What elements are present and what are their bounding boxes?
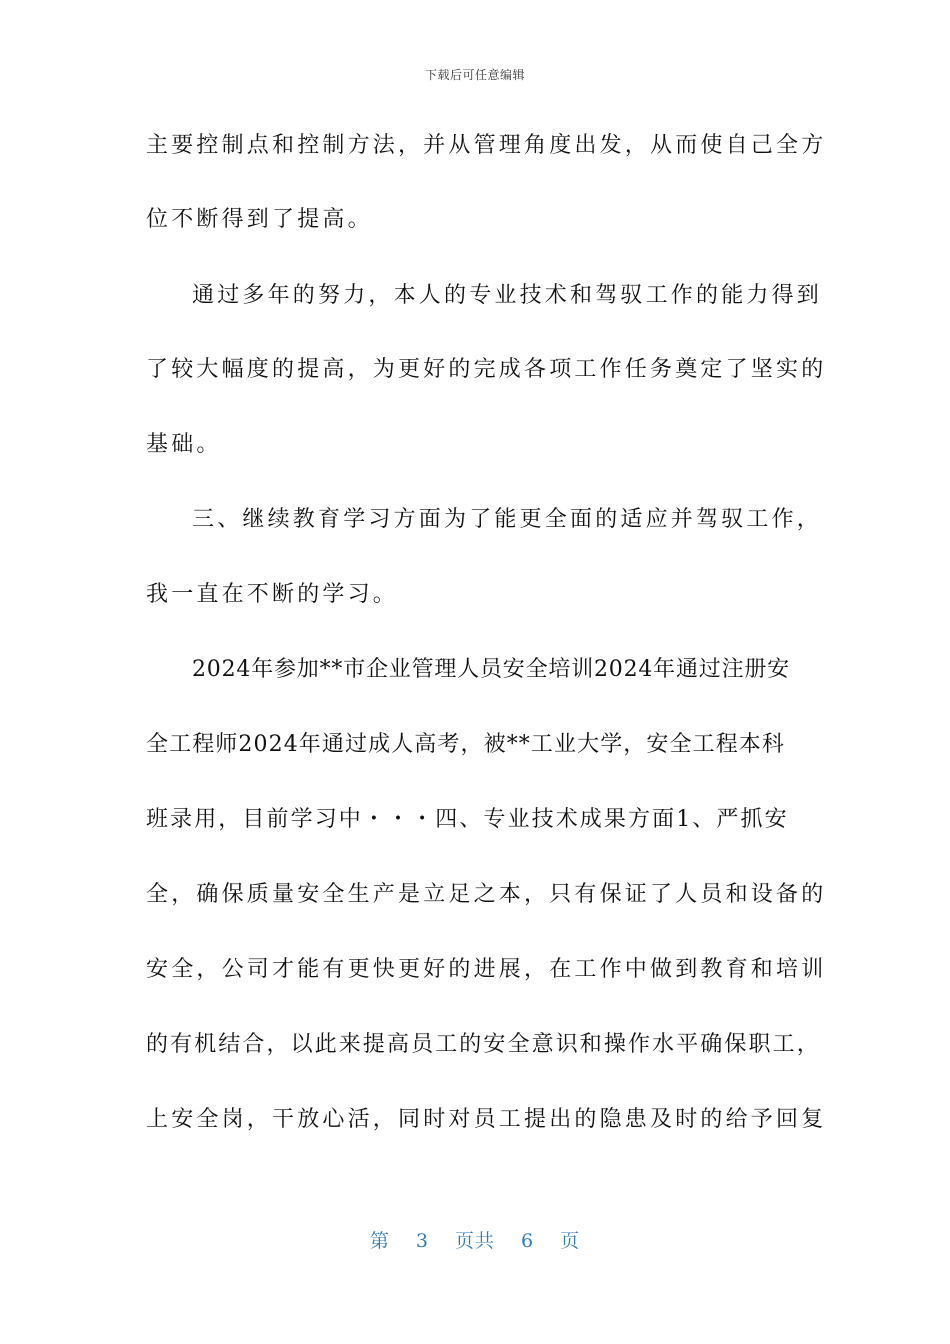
body-line: 基础。 <box>146 432 222 457</box>
body-line: 的有机结合，以此来提高员工的安全意识和操作水平确保职工， <box>146 1032 821 1057</box>
body-line: 上安全岗，干放心活，同时对员工提出的隐患及时的给予回复 <box>146 1107 827 1132</box>
body-line: 2024年参加**市企业管理人员安全培训2024年通过注册安 <box>192 657 790 682</box>
current-page-number: 3 <box>415 1230 429 1252</box>
footer-suffix: 页 <box>560 1230 581 1252</box>
body-line: 全，确保质量安全生产是立足之本，只有保证了人员和设备的 <box>146 882 827 907</box>
body-line: 三、继续教育学习方面为了能更全面的适应并驾驭工作， <box>192 507 823 532</box>
body-line: 主要控制点和控制方法，并从管理角度出发，从而使自己全方 <box>146 133 827 158</box>
body-line: 位不断得到了提高。 <box>146 207 373 232</box>
body-line: 全工程师2024年通过成人高考，被**工业大学，安全工程本科 <box>146 732 785 757</box>
body-line: 班录用，目前学习中・・・四、专业技术成果方面1、严抓安 <box>146 807 789 832</box>
total-pages-number: 6 <box>521 1230 535 1252</box>
body-line: 通过多年的努力，本人的专业技术和驾驭工作的能力得到 <box>192 283 823 308</box>
page-header: 下载后可任意编辑 <box>424 68 525 82</box>
body-line: 安全，公司才能有更快更好的进展，在工作中做到教育和培训 <box>146 957 827 982</box>
footer-prefix: 第 <box>369 1230 390 1252</box>
page-footer <box>0 1226 950 1253</box>
footer-mid: 页共 <box>454 1230 495 1252</box>
body-line: 我一直在不断的学习。 <box>146 582 399 607</box>
body-line: 了较大幅度的提高，为更好的完成各项工作任务奠定了坚实的 <box>146 357 827 382</box>
